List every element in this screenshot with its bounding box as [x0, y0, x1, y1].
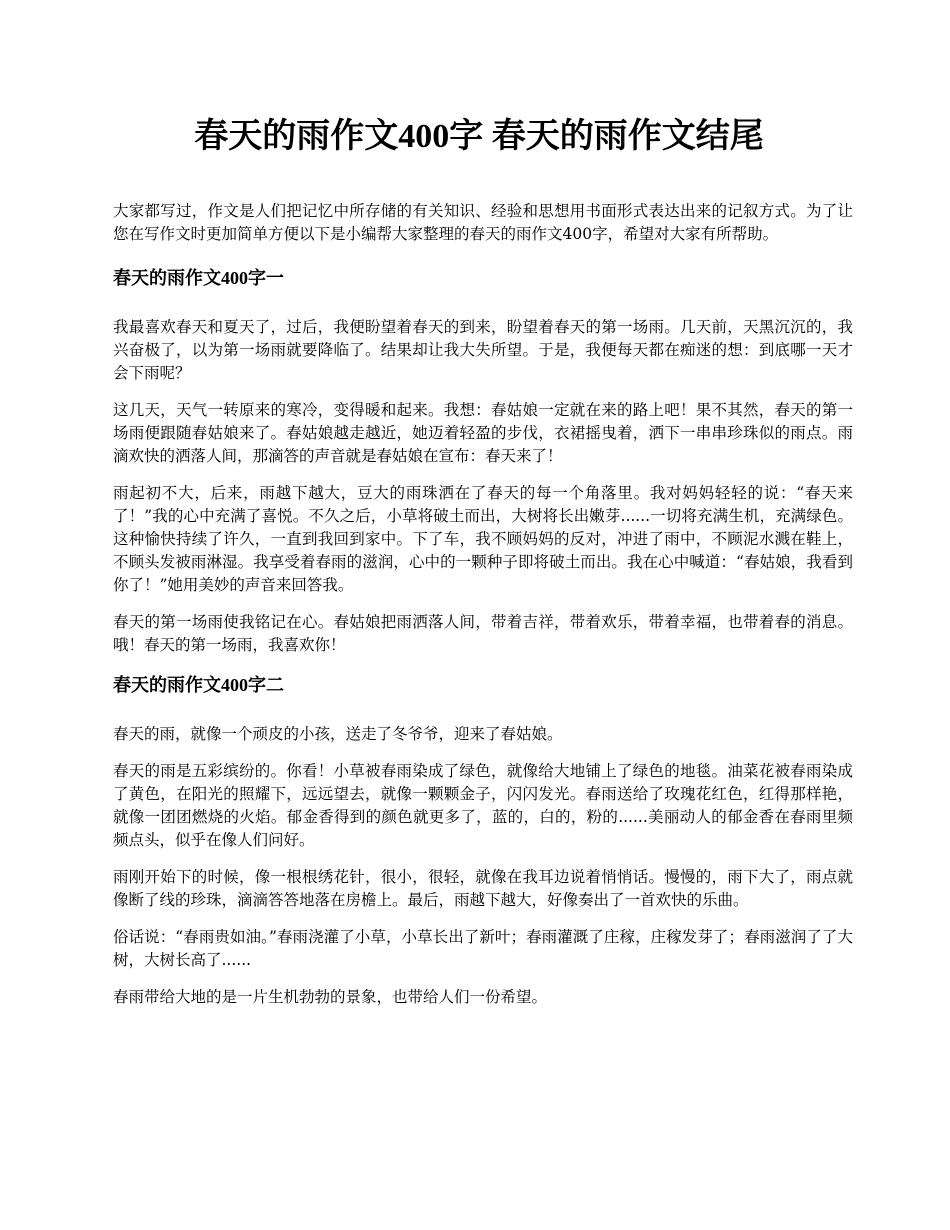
section-two — [113, 673, 853, 1009]
document-title: 春天的雨作文400字 春天的雨作文结尾 — [194, 118, 764, 155]
paragraph: 这几天，天气一转原来的寒冷，变得暖和起来。我想：春姑娘一定就在来的路上吧！果不其然，春天的第一场雨便跟随春姑娘来了。春姑娘越走越近，她迈着轻盈的步伐，衣裙摇曳着，洒下一串串珍珠似的雨点。雨滴欢快的洒落人间，那滴答的声音就是春姑娘在宣布：春天来了！ — [113, 401, 853, 465]
paragraph: 春天的第一场雨使我铭记在心。春姑娘把雨洒落人间，带着吉祥，带着欢乐，带着幸福，也带着春的消息。哦！春天的第一场雨，我喜欢你！ — [113, 613, 853, 654]
section-heading: 春天的雨作文400字一 — [113, 268, 284, 288]
document-page — [113, 110, 853, 1023]
paragraph: 雨起初不大，后来，雨越下越大，豆大的雨珠洒在了春天的每一个角落里。我对妈妈轻轻的说：“春天来了！”我的心中充满了喜悦。不久之后，小草将破土而出，大树将长出嫩芽......一切将充满生机，充满绿色。这种愉快持续了许久，一直到我回到家中。下了车，我不顾妈妈的反对，冲进了雨中，不顾泥水溅在鞋上，不顾头发被雨淋湿。我享受着春雨的滋润，心中的一颗种子即将破土而出。我在心中喊道：“春姑娘，我看到你了！”她用美妙的声音来回答我。 — [113, 484, 853, 594]
section-one — [113, 266, 853, 657]
paragraph: 春雨带给大地的是一片生机勃勃的景象，也带给人们一份希望。 — [113, 988, 548, 1006]
intro-paragraph: 大家都写过，作文是人们把记忆中所存储的有关知识、经验和思想用书面形式表达出来的记叙方式。为了让您在写作文时更加简单方便以下是小编帮大家整理的春天的雨作文400字，希望对大家有所帮助。 — [113, 202, 853, 243]
paragraph: 我最喜欢春天和夏天了，过后，我便盼望着春天的到来，盼望着春天的第一场雨。几天前，天黑沉沉的，我兴奋极了，以为第一场雨就要降临了。结果却让我大失所望。于是，我便每天都在痴迷的想：到底哪一天才会下雨呢？ — [113, 318, 853, 382]
section-heading: 春天的雨作文400字二 — [113, 675, 284, 695]
paragraph: 春天的雨是五彩缤纷的。你看！小草被春雨染成了绿色，就像给大地铺上了绿色的地毯。油菜花被春雨染成了黄色，在阳光的照耀下，远远望去，就像一颗颗金子，闪闪发光。春雨送给了玫瑰花红色，红得那样艳，就像一团团燃烧的火焰。郁金香得到的颜色就更多了，蓝的，白的，粉的......美丽动人的郁金香在春雨里频频点头，似乎在像人们问好。 — [113, 762, 853, 849]
paragraph: 雨刚开始下的时候，像一根根绣花针，很小，很轻，就像在我耳边说着悄悄话。慢慢的，雨下大了，雨点就像断了线的珍珠，滴滴答答地落在房檐上。最后，雨越下越大，好像奏出了一首欢快的乐曲。 — [113, 868, 853, 909]
paragraph: 俗话说：“春雨贵如油。”春雨浇灌了小草，小草长出了新叶；春雨灌溉了庄稼，庄稼发芽了；春雨滋润了了大树，大树长高了...... — [113, 928, 853, 969]
paragraph: 春天的雨，就像一个顽皮的小孩，送走了冬爷爷，迎来了春姑娘。 — [113, 725, 563, 743]
